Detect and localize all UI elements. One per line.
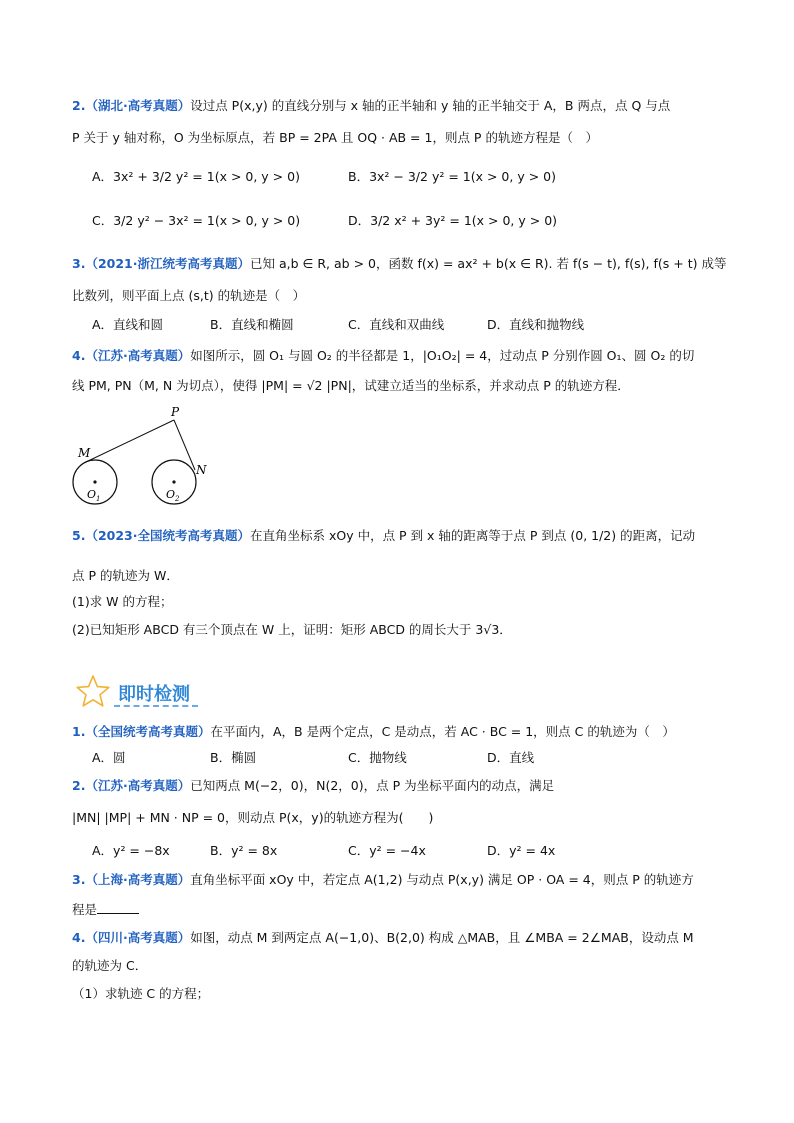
q5-line2: 点 P 的轨迹为 W． [72,568,179,583]
t2-option-c: C．y² = −4x [348,843,426,858]
q2-line2: P 关于 y 轴对称，O 为坐标原点，若 BP = 2PA 且 OQ · AB = 1，则点 P 的轨迹方程是（ ） [72,130,598,145]
t1-option-c: C．抛物线 [348,750,407,765]
q3-source: （2021·浙江统考高考真题） [85,256,250,271]
q5-number: 5. [72,528,86,543]
t2-option-d: D．y² = 4x [487,843,556,858]
t1-option-a: A．圆 [92,750,126,765]
q3-option-c: C．直线和双曲线 [348,317,445,332]
q2-source: （湖北·高考真题） [85,98,191,113]
t3-number: 3. [72,872,86,887]
q3-option-a: A．直线和圆 [92,317,164,332]
q2-text1: 设过点 P(x,y) 的直线分别与 x 轴的正半轴和 y 轴的正半轴交于 A，B 两点，点 Q 与点 [190,98,671,113]
t1-option-d: D．直线 [487,750,535,765]
q5-part1: (1)求 W 的方程； [72,594,173,609]
q5-source: （2023·全国统考高考真题） [85,528,250,543]
t2-line1 [72,776,732,796]
t2-line2: |MN| |MP| + MN · NP = 0，则动点 P(x，y)的轨迹方程为( ) [72,810,434,825]
t2-option-b: B．y² = 8x [210,843,278,858]
q5-text1: 在直角坐标系 xOy 中，点 P 到 x 轴的距离等于点 P 到点 (0, 1/2) 的距离，记动 [250,528,696,543]
q5-part2: (2)已知矩形 ABCD 有三个顶点在 W 上，证明：矩形 ABCD 的周长大于 3√3． [72,622,512,637]
q3-line1 [72,254,732,274]
star-icon [76,674,110,708]
q2-option-a: A．3x² + 3/2 y² = 1(x > 0, y > 0) [92,169,300,184]
q2-option-d: D．3/2 x² + 3y² = 1(x > 0, y > 0) [348,213,558,228]
t1-option-b: B．椭圆 [210,750,257,765]
label-n: N [196,463,207,477]
t3-line1 [72,870,732,890]
t2-option-a: A．y² = −8x [92,843,170,858]
q2-option-b: B．3x² − 3/2 y² = 1(x > 0, y > 0) [348,169,556,184]
t4-number: 4. [72,930,86,945]
q3-option-b: B．直线和椭圆 [210,317,294,332]
label-o2: $O_2$ [166,488,180,503]
label-o1: $O_1$ [87,488,101,503]
t3-text2: 程是 [72,902,98,917]
t3-source: （上海·高考真题） [85,872,191,887]
q3-line2: 比数列，则平面上点 (s,t) 的轨迹是（ ） [72,288,306,303]
center-dot-o2 [172,480,175,483]
t4-line2: 的轨迹为 C． [72,958,148,973]
q4-line2: 线 PM, PN（M, N 为切点），使得 |PM| = √2 |PN|，试建立适当的坐标系，并求动点 P 的轨迹方程． [72,378,630,393]
q2-option-c: C．3/2 y² − 3x² = 1(x > 0, y > 0) [92,213,301,228]
t2-text1: 已知两点 M(−2，0)，N(2，0)，点 P 为坐标平面内的动点，满足 [190,778,555,793]
t3-text1: 直角坐标平面 xOy 中，若定点 A(1,2) 与动点 P(x,y) 满足 OP · OA = 4，则点 P 的轨迹方 [190,872,694,887]
q4-text1: 如图所示，圆 O₁ 与圆 O₂ 的半径都是 1，|O₁O₂| = 4，过动点 P 分别作圆 O₁、圆 O₂ 的切 [190,348,695,363]
q4-figure [70,402,220,510]
q5-line1 [72,526,732,546]
q3-option-d: D．直线和抛物线 [487,317,585,332]
label-m: M [78,446,91,460]
t3-line2 [72,900,732,920]
q3-number: 3. [72,256,86,271]
t1-number: 1. [72,724,86,739]
t2-source: （江苏·高考真题） [85,778,191,793]
t1-line1 [72,722,732,742]
q4-number: 4. [72,348,86,363]
section-underline [114,705,198,707]
t4-part1: （1）求轨迹 C 的方程； [72,986,210,1001]
t2-number: 2. [72,778,86,793]
q2-number: 2. [72,98,86,113]
q2-line1 [72,96,732,116]
q4-line1 [72,346,732,366]
t4-line1 [72,928,732,948]
t4-text1: 如图，动点 M 到两定点 A(−1,0)、B(2,0) 构成 △MAB，且 ∠MBA = 2∠MAB，设动点 M [190,930,694,945]
q4-source: （江苏·高考真题） [85,348,191,363]
tangent-pm [86,420,174,462]
t4-source: （四川·高考真题） [85,930,191,945]
t1-source: （全国统考高考真题） [85,724,211,739]
section-title: 即时检测 [118,684,190,705]
answer-blank[interactable] [97,901,139,914]
label-p: P [171,405,180,419]
t1-text1: 在平面内，A，B 是两个定点，C 是动点，若 AC · BC = 1，则点 C 的轨迹为（ ） [210,724,675,739]
q3-text1: 已知 a,b ∈ R, ab > 0，函数 f(x) = ax² + b(x ∈ R). 若 f(s − t), f(s), f(s + t) 成等 [250,256,727,271]
center-dot-o1 [93,480,96,483]
